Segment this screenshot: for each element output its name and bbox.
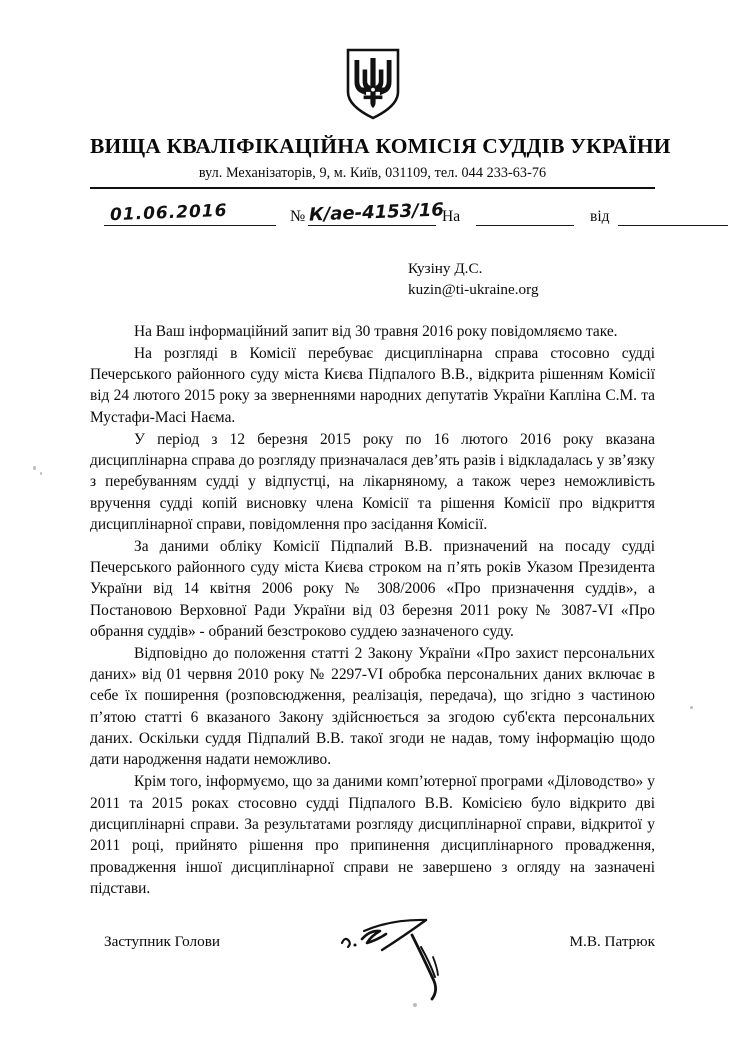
letter-body: [90, 321, 655, 899]
addressee-block: [90, 258, 655, 301]
ukrainian-coat-of-arms-tryzub-icon: [345, 48, 401, 120]
reply-to-field[interactable]: [476, 206, 574, 226]
addressee-name: Кузіну Д.С.: [408, 259, 483, 277]
scan-artifact: [413, 1003, 417, 1007]
body-paragraph: На Ваш інформаційний запит від 30 травня 2016 року повідомляємо таке.: [134, 322, 618, 340]
reply-to-label: На: [442, 207, 461, 225]
addressee-email: kuzin@ti-ukraine.org: [408, 281, 539, 299]
handwritten-signature-icon: [338, 917, 488, 1013]
signer-name: М.В. Патрюк: [569, 933, 655, 951]
scan-artifact: [33, 466, 36, 470]
scan-artifact: [40, 472, 42, 475]
body-paragraph: У період з 12 березня 2015 року по 16 лютого 2016 року вказана дисциплінарна справа до розгляду призначалася дев’ять разів і відкладалась у зв’язку з перебуванням судді у відпустці, на лікарняному, а також через неможливість вручення судді копій висновку члена Комісії та рішення Комісії про відкриття дисциплінарної справи, повідомлення про засідання Комісії.: [90, 430, 655, 533]
emblem-container: [90, 0, 655, 120]
body-paragraph: На розгляді в Комісії перебуває дисциплінарна справа стосовно судді Печерського районного суду міста Києва Підпалого В.В., відкрита рішенням Комісії від 24 лютого 2015 року за зверненнями народних депутатів України Капліна С.М. та Мустафи-Масі Наєма.: [90, 344, 655, 426]
outgoing-number-field[interactable]: [308, 199, 445, 226]
signature-block: [90, 933, 655, 1043]
organization-address: вул. Механізаторів, 9, м. Київ, 031109, тел. 044 233-63-76: [198, 164, 547, 181]
letterhead-divider: [90, 187, 655, 189]
body-paragraph: Крім того, інформуємо, що за даними комп’ютерної програми «Діловодство» у 2011 та 2015 роках стосовно судді Підпалого В.В. Комісією було відкрито дві дисциплінарні справи. За результатами розгляду дисциплінарної справи, відкритої у 2011 році, прийнято рішення про припинення дисциплінарного провадження, провадження іншої дисциплінарної справи не завершено з огляду на зазначені підстави.: [90, 773, 655, 897]
body-paragraph: За даними обліку Комісії Підпалий В.В. призначений на посаду судді Печерського районного суду міста Києва строком на п’ять років Указом Президента України від 14 квітня 2006 року № 308/2006 «Про призначення суддів», а Постановою Верховної Ради України від 03 березня 2011 року № 3087-VI «Про обрання суддів» - обраний безстроково суддею зазначеного суду.: [90, 537, 655, 640]
outgoing-date-field[interactable]: [104, 200, 276, 226]
reply-date-field[interactable]: [618, 206, 728, 226]
letterhead: [90, 134, 671, 189]
outgoing-number-value: К/ае-4153/16: [308, 199, 445, 226]
reference-row: [90, 196, 655, 236]
outgoing-date-value: 01.06.2016: [109, 200, 228, 225]
organization-title: ВИЩА КВАЛІФІКАЦІЙНА КОМІСІЯ СУДДІВ УКРАЇНИ: [90, 134, 671, 158]
number-label: №: [290, 207, 306, 225]
scan-artifact: [690, 706, 693, 709]
reply-date-label: від: [590, 207, 610, 225]
body-paragraph: Відповідно до положення статті 2 Закону України «Про захист персональних даних» від 01 червня 2010 року № 2297-VI обробка персональних даних включає в себе їх поширення (розповсюдження, реалізація, передача), що згідно з частиною п’ятою статті 6 вказаного Закону здійснюється за згодою суб'єкта персональних даних. Оскільки суддя Підпалий В.В. такої згоди не надав, тому інформацію щодо дати народження надати неможливо.: [90, 644, 655, 769]
signer-role: Заступник Голови: [104, 933, 220, 951]
